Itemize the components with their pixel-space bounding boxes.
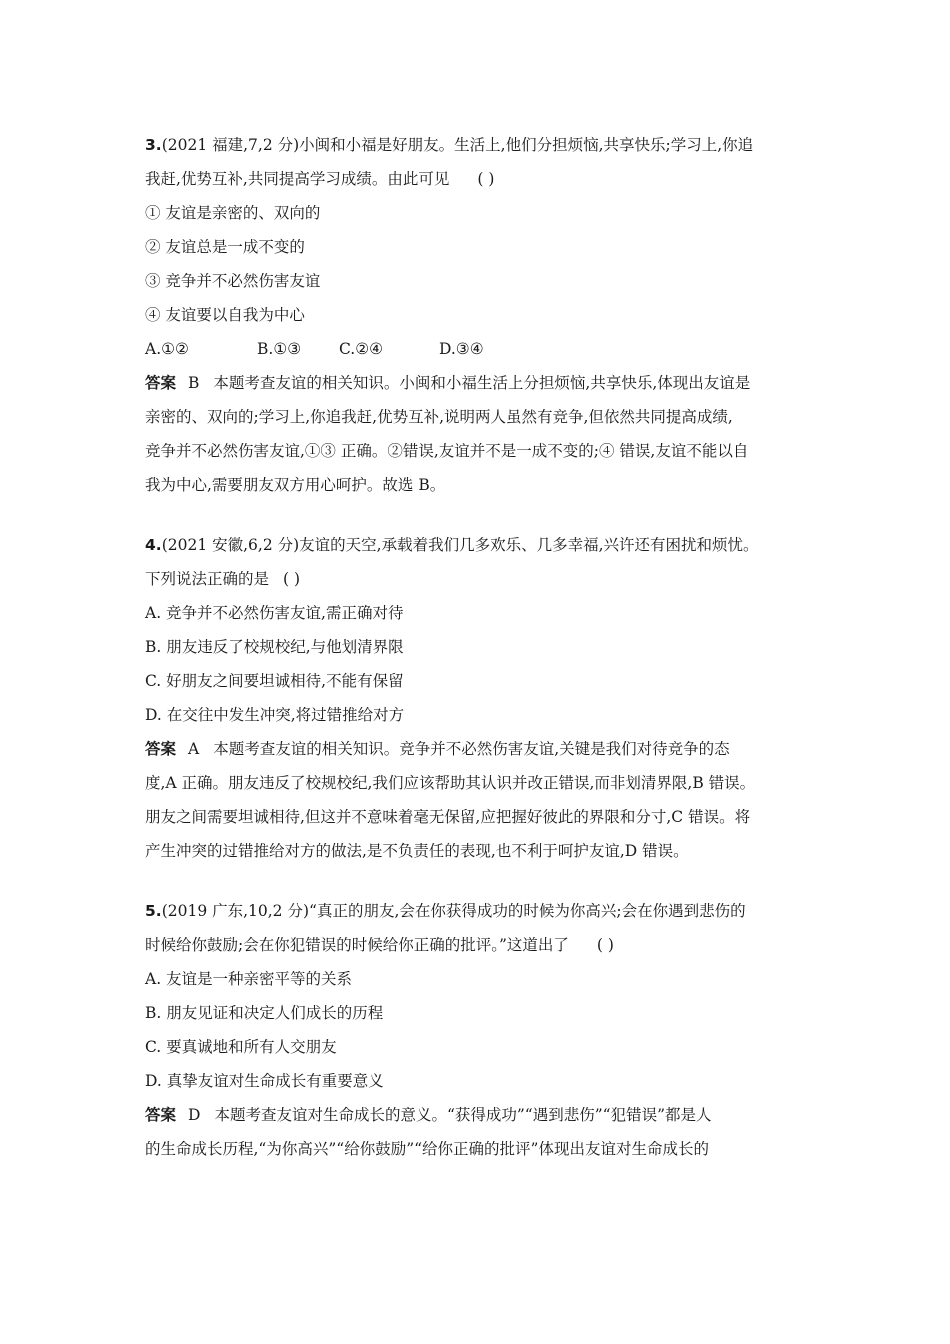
option-d: D. 在交往中发生冲突,将过错推给对方	[145, 706, 405, 724]
explanation-text: 我为中心,需要朋友双方用心呵护。故选 B。	[145, 476, 446, 494]
answer-key: D	[188, 1106, 201, 1124]
choice-c: C.②④	[339, 340, 384, 358]
explanation-text: 本题考查友谊的相关知识。小闽和小福生活上分担烦恼,共享快乐,体现出友谊是	[213, 374, 751, 392]
question-stem-cont	[145, 162, 815, 196]
statement: ③ 竞争并不必然伤害友谊	[145, 272, 321, 290]
question-3	[145, 128, 815, 502]
option-c: C. 好朋友之间要坦诚相待,不能有保留	[145, 672, 404, 690]
explanation-text: 产生冲突的过错推给对方的做法,是不负责任的表现,也不利于呵护友谊,D 错误。	[145, 842, 689, 860]
question-number: 4.	[145, 536, 162, 554]
option-b: B. 朋友违反了校规校纪,与他划清界限	[145, 638, 404, 656]
option-b: B. 朋友见证和决定人们成长的历程	[145, 1004, 384, 1022]
statement: ④ 友谊要以自我为中心	[145, 306, 305, 324]
question-number: 5.	[145, 902, 162, 920]
explanation-text: 竞争并不必然伤害友谊,①③ 正确。②错误,友谊并不是一成不变的;④ 错误,友谊不能以自	[145, 442, 749, 460]
explanation-text: 朋友之间需要坦诚相待,但这并不意味着毫无保留,应把握好彼此的界限和分寸,C 错误。将	[145, 808, 751, 826]
question-source: (2021 安徽,6,2 分)	[161, 536, 300, 554]
stem-text: 小闽和小福是好朋友。生活上,他们分担烦恼,共享快乐;学习上,你追	[299, 136, 754, 154]
choice-b: B.①③	[257, 340, 302, 358]
option-d: D. 真挚友谊对生命成长有重要意义	[145, 1072, 384, 1090]
answer-key: A	[188, 740, 200, 758]
question-number: 3.	[145, 136, 162, 154]
question-4	[145, 528, 815, 868]
answer-key: B	[188, 374, 200, 392]
answer-line	[145, 732, 815, 766]
question-stem-cont	[145, 928, 815, 962]
stem-text: “真正的朋友,会在你获得成功的时候为你高兴;会在你遇到悲伤的	[309, 902, 746, 920]
choice-a: A.①②	[145, 340, 189, 358]
explanation-text: 亲密的、双向的;学习上,你追我赶,优势互补,说明两人虽然有竞争,但依然共同提高成绩,	[145, 408, 733, 426]
explanation-text: 本题考查友谊对生命成长的意义。“获得成功”“遇到悲伤”“犯错误”都是人	[214, 1106, 712, 1124]
question-stem-cont	[145, 562, 815, 596]
statement: ① 友谊是亲密的、双向的	[145, 204, 321, 222]
question-source: (2021 福建,7,2 分)	[161, 136, 300, 154]
answer-line	[145, 1098, 815, 1132]
question-stem	[145, 894, 815, 928]
stem-text: 友谊的天空,承载着我们几多欢乐、几多幸福,兴许还有困扰和烦忧。	[299, 536, 759, 554]
option-a: A. 竞争并不必然伤害友谊,需正确对待	[145, 604, 404, 622]
document-page	[145, 128, 815, 1166]
option-a: A. 友谊是一种亲密平等的关系	[145, 970, 353, 988]
question-stem	[145, 528, 815, 562]
answer-label: 答案	[145, 1106, 177, 1124]
answer-label: 答案	[145, 740, 177, 758]
answer-blank: ( )	[283, 570, 301, 588]
stem-text: 时候给你鼓励;会在你犯错误的时候给你正确的批评。”这道出了	[145, 936, 569, 954]
explanation-text: 度,A 正确。朋友违反了校规校纪,我们应该帮助其认识并改正错误,而非划清界限,B 错误。	[145, 774, 756, 792]
stem-text: 我赶,优势互补,共同提高学习成绩。由此可见	[145, 170, 450, 188]
explanation-text: 的生命成长历程,“为你高兴”“给你鼓励”“给你正确的批评”体现出友谊对生命成长的	[145, 1140, 709, 1158]
question-stem	[145, 128, 815, 162]
explanation-text: 本题考查友谊的相关知识。竞争并不必然伤害友谊,关键是我们对待竞争的态	[213, 740, 730, 758]
option-c: C. 要真诚地和所有人交朋友	[145, 1038, 337, 1056]
question-5	[145, 894, 815, 1166]
question-source: (2019 广东,10,2 分)	[161, 902, 310, 920]
answer-line	[145, 366, 815, 400]
answer-label: 答案	[145, 374, 177, 392]
answer-blank: ( )	[596, 936, 614, 954]
statement: ② 友谊总是一成不变的	[145, 238, 305, 256]
stem-text: 下列说法正确的是	[145, 570, 270, 588]
answer-blank: ( )	[477, 170, 495, 188]
choice-row	[145, 332, 815, 366]
choice-d: D.③④	[439, 340, 484, 358]
